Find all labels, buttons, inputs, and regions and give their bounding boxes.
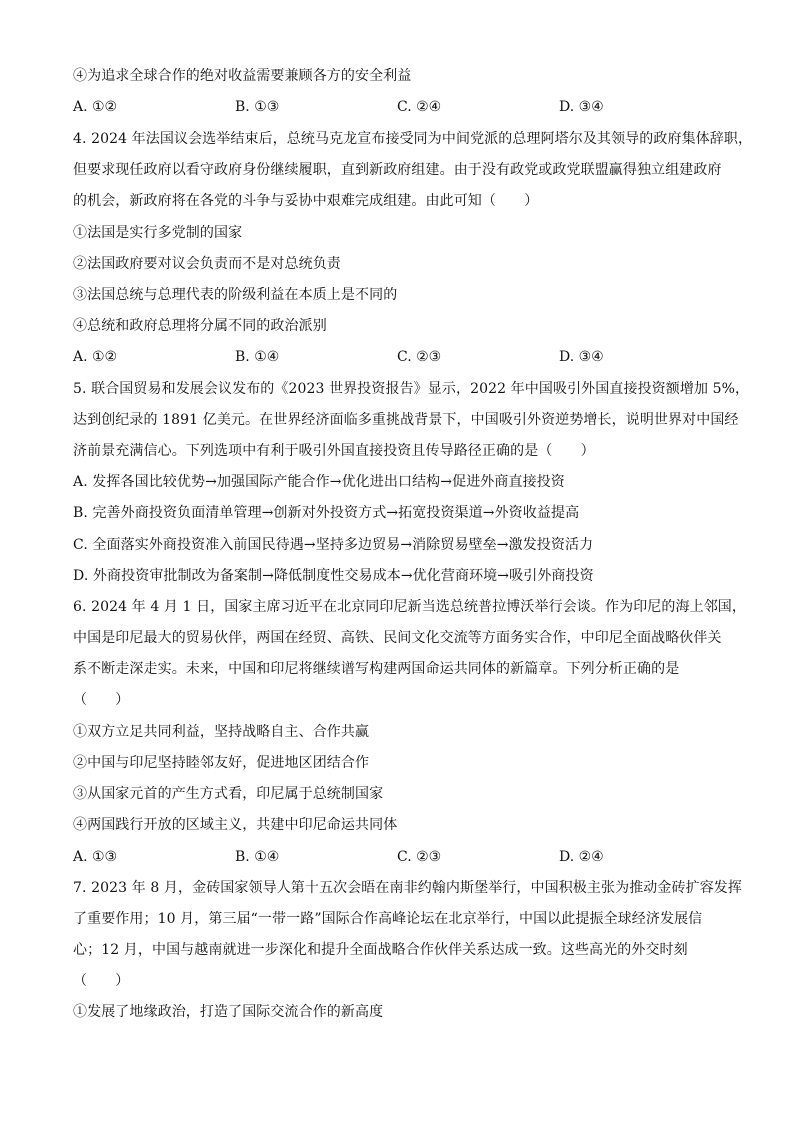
q4-options bbox=[73, 347, 733, 367]
q4-item-3: ③法国总统与总理代表的阶级利益在本质上是不同的 bbox=[73, 287, 398, 303]
q3-option-d: D. ③④ bbox=[559, 99, 604, 115]
q6-item-1: ①双方立足共同利益，坚持战略自主、合作共赢 bbox=[73, 724, 370, 740]
q6-item-4: ④两国践行开放的区域主义，共建中印尼命运共同体 bbox=[73, 817, 398, 833]
q6-stem-line-4: （ ） bbox=[73, 692, 130, 708]
q6-options bbox=[73, 847, 733, 867]
q4-option-b: B. ①④ bbox=[235, 349, 280, 365]
q4-stem-line-3: 的机会，新政府将在各党的斗争与妥协中艰难完成组建。由此可知（ ） bbox=[73, 193, 539, 209]
q5-choice-a: A. 发挥各国比较优势→加强国际产能合作→优化进出口结构→促进外商直接投资 bbox=[73, 474, 565, 490]
q3-options bbox=[73, 97, 733, 117]
q4-item-1: ①法国是实行多党制的国家 bbox=[73, 225, 243, 241]
q6-item-2: ②中国与印尼坚持睦邻友好，促进地区团结合作 bbox=[73, 755, 370, 771]
q4-option-d: D. ③④ bbox=[559, 349, 604, 365]
q6-item-3: ③从国家元首的产生方式看，印尼属于总统制国家 bbox=[73, 786, 384, 802]
q6-option-b: B. ①④ bbox=[235, 849, 280, 865]
q6-stem-line-3: 系不断走深走实。未来，中国和印尼将继续谱写构建两国命运共同体的新篇章。下列分析正确的是 bbox=[73, 661, 680, 677]
q5-choice-c: C. 全面落实外商投资准入前国民待遇→坚持多边贸易→消除贸易壁垒→激发投资活力 bbox=[73, 537, 594, 553]
q7-stem-line-2: 了重要作用；10 月，第三届“一带一路”国际合作高峰论坛在北京举行，中国以此提振全球经济发展信 bbox=[73, 911, 703, 927]
q4-stem-line-2: 但要求现任政府以看守政府身份继续履职，直到新政府组建。由于没有政党或政党联盟赢得独立组建政府 bbox=[73, 162, 722, 178]
q4-option-c: C. ②③ bbox=[397, 349, 442, 365]
q5-stem-line-1: 5. 联合国贸易和发展会议发布的《2023 世界投资报告》显示，2022 年中国吸引外国直接投资额增加 5%， bbox=[73, 381, 750, 397]
q7-item-1: ①发展了地缘政治，打造了国际交流合作的新高度 bbox=[73, 1004, 384, 1020]
q6-stem-line-2: 中国是印尼最大的贸易伙伴，两国在经贸、高铁、民间文化交流等方面务实合作，中印尼全面战略伙伴关 bbox=[73, 630, 722, 646]
q6-option-d: D. ②④ bbox=[559, 849, 604, 865]
q7-stem-line-1: 7. 2023 年 8 月，金砖国家领导人第十五次会晤在南非约翰内斯堡举行，中国积极主张为推动金砖扩容发挥 bbox=[73, 880, 742, 896]
q6-option-a: A. ①③ bbox=[73, 849, 118, 865]
q4-stem-line-1: 4. 2024 年法国议会选举结束后，总统马克龙宣布接受同为中间党派的总理阿塔尔及其领导的政府集体辞职， bbox=[73, 131, 753, 147]
q4-item-4: ④总统和政府总理将分属不同的政治派别 bbox=[73, 318, 327, 334]
q6-stem-line-1: 6. 2024 年 4 月 1 日，国家主席习近平在北京同印尼新当选总统普拉博沃举行会谈。作为印尼的海上邻国， bbox=[73, 599, 746, 615]
q7-stem-line-4: （ ） bbox=[73, 973, 130, 989]
q3-option-a: A. ①② bbox=[73, 99, 118, 115]
q3-option-b: B. ①③ bbox=[235, 99, 280, 115]
q4-item-2: ②法国政府要对议会负责而不是对总统负责 bbox=[73, 256, 341, 272]
q4-option-a: A. ①② bbox=[73, 349, 118, 365]
q5-stem-line-3: 济前景充满信心。下列选项中有利于吸引外国直接投资且传导路径正确的是（ ） bbox=[73, 443, 595, 459]
q6-option-c: C. ②③ bbox=[397, 849, 442, 865]
q3-option-c: C. ②④ bbox=[397, 99, 442, 115]
q3-item-4: ④为追求全球合作的绝对收益需要兼顾各方的安全利益 bbox=[73, 68, 412, 84]
q7-stem-line-3: 心；12 月，中国与越南就进一步深化和提升全面战略合作伙伴关系达成一致。这些高光的外交时刻 bbox=[73, 942, 688, 958]
q5-stem-line-2: 达到创纪录的 1891 亿美元。在世界经济面临多重挑战背景下，中国吸引外资逆势增长，说明世界对中国经 bbox=[73, 412, 739, 428]
q5-choice-b: B. 完善外商投资负面清单管理→创新对外投资方式→拓宽投资渠道→外资收益提高 bbox=[73, 505, 580, 521]
q5-choice-d: D. 外商投资审批制改为备案制→降低制度性交易成本→优化营商环境→吸引外商投资 bbox=[73, 568, 594, 584]
